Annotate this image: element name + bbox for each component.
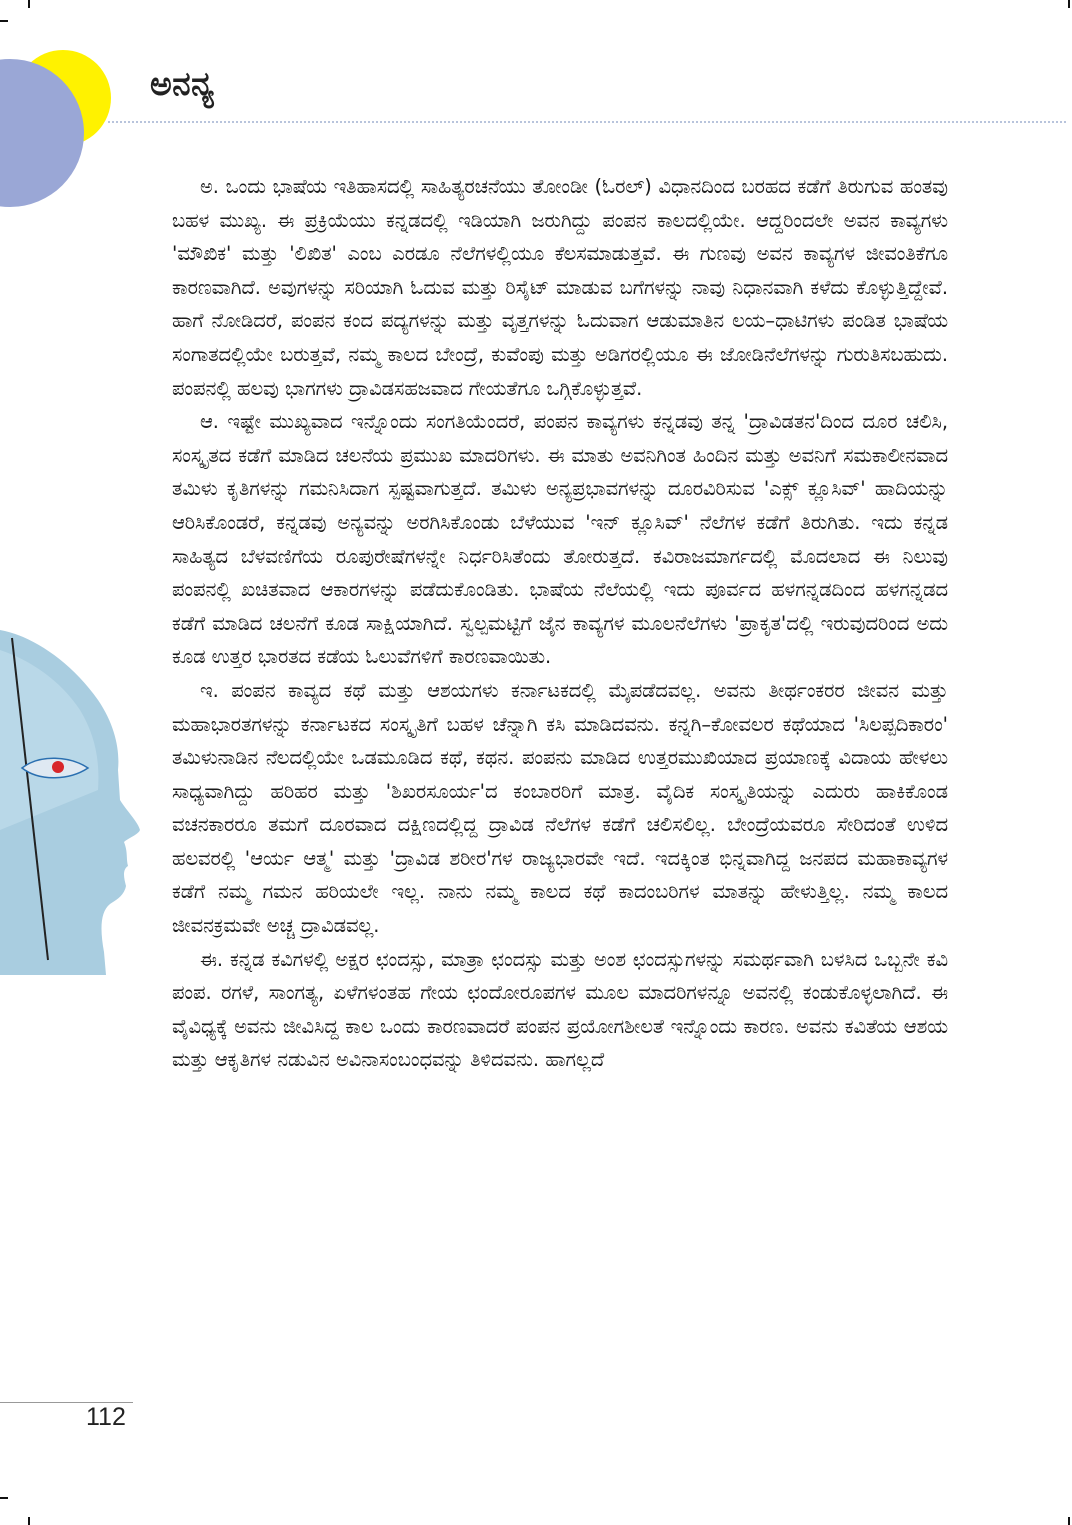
paragraph-ii: ಈ. ಕನ್ನಡ ಕವಿಗಳಲ್ಲಿ ಅಕ್ಷರ ಛಂದಸ್ಸು, ಮಾತ್ರಾ ಛಂದಸ್ಸು ಮತ್ತು ಅಂಶ ಛಂದಸ್ಸುಗಳನ್ನು ಸಮರ್ಥವಾಗಿ ಬಳಸಿದ ಒಬ್ಬನೇ ಕವಿ ಪಂಪ. ರಗಳೆ, ಸಾಂಗತ್ಯ, ಏಳೆಗಳಂತಹ ಗೇಯ ಛಂದೋರೂಪಗಳ ಮೂಲ ಮಾದರಿಗಳನ್ನೂ ಅವನಲ್ಲಿ ಕಂಡುಕೊಳ್ಳಲಾಗಿದೆ. ಈ ವೈವಿಧ್ಯಕ್ಕೆ ಅವನು ಜೀವಿಸಿದ್ದ ಕಾಲ ಒಂದು ಕಾರಣವಾದರೆ ಪಂಪನ ಪ್ರಯೋಗಶೀಲತೆ ಇನ್ನೊಂದು ಕಾರಣ. ಅವನು ಕವಿತೆಯ ಆಶಯ ಮತ್ತು ಆಕೃತಿಗಳ ನಡುವಿನ ಅವಿನಾಸಂಬಂಧವನ್ನು ತಿಳಿದವನು. ಹಾಗಲ್ಲದೆ <box>172 947 948 1072</box>
crop-mark <box>0 1497 8 1499</box>
paragraph-a: ಅ. ಒಂದು ಭಾಷೆಯ ಇತಿಹಾಸದಲ್ಲಿ ಸಾಹಿತ್ಯರಚನೆಯು ತೋಂಡೀ (ಓರಲ್) ವಿಧಾನದಿಂದ ಬರಹದ ಕಡೆಗೆ ತಿರುಗುವ ಹಂತವು ಬಹಳ ಮುಖ್ಯ. ಈ ಪ್ರಕ್ರಿಯೆಯು ಕನ್ನಡದಲ್ಲಿ ಇಡಿಯಾಗಿ ಜರುಗಿದ್ದು ಪಂಪನ ಕಾಲದಲ್ಲಿಯೇ. ಆದ್ದರಿಂದಲೇ ಅವನ ಕಾವ್ಯಗಳು 'ಮೌಖಿಕ' ಮತ್ತು 'ಲಿಖಿತ' ಎಂಬ ಎರಡೂ ನೆಲೆಗಳಲ್ಲಿಯೂ ಕೆಲಸಮಾಡುತ್ತವೆ. ಈ ಗುಣವು ಅವನ ಕಾವ್ಯಗಳ ಜೀವಂತಿಕೆಗೂ ಕಾರಣವಾಗಿದೆ. ಅವುಗಳನ್ನು ಸರಿಯಾಗಿ ಓದುವ ಮತ್ತು ರಿಸೈಟ್ ಮಾಡುವ ಬಗೆಗಳನ್ನು ನಾವು ನಿಧಾನವಾಗಿ ಕಳೆದು ಕೊಳ್ಳುತ್ತಿದ್ದೇವೆ. ಹಾಗೆ ನೋಡಿದರೆ, ಪಂಪನ ಕಂದ ಪದ್ಯಗಳನ್ನು ಮತ್ತು ವೃತ್ತಗಳನ್ನು ಓದುವಾಗ ಆಡುಮಾತಿನ ಲಯ–ಧಾಟಿಗಳು ಪಂಡಿತ ಭಾಷೆಯ ಸಂಗಾತದಲ್ಲಿಯೇ ಬರುತ್ತವೆ, ನಮ್ಮ ಕಾಲದ ಬೇಂದ್ರೆ, ಕುವೆಂಪು ಮತ್ತು ಅಡಿಗರಲ್ಲಿಯೂ ಈ ಜೋಡಿನೆಲೆಗಳನ್ನು ಗುರುತಿಸಬಹುದು. ಪಂಪನಲ್ಲಿ ಹಲವು ಭಾಗಗಳು ದ್ರಾವಿಡಸಹಜವಾದ ಗೇಯತೆಗೂ ಒಗ್ಗಿಕೊಳ್ಳುತ್ತವೆ. <box>172 175 948 400</box>
red-eye-icon <box>52 761 64 773</box>
head-profile-icon <box>0 630 150 975</box>
page-number: 112 <box>86 1403 126 1431</box>
crop-mark <box>0 20 8 22</box>
paragraph-aa: ಆ. ಇಷ್ಟೇ ಮುಖ್ಯವಾದ ಇನ್ನೊಂದು ಸಂಗತಿಯೆಂದರೆ, ಪಂಪನ ಕಾವ್ಯಗಳು ಕನ್ನಡವು ತನ್ನ 'ದ್ರಾವಿಡತನ'ದಿಂದ ದೂರ ಚಲಿಸಿ, ಸಂಸ್ಕೃತದ ಕಡೆಗೆ ಮಾಡಿದ ಚಲನೆಯ ಪ್ರಮುಖ ಮಾದರಿಗಳು. ಈ ಮಾತು ಅವನಿಗಿಂತ ಹಿಂದಿನ ಮತ್ತು ಅವನಿಗೆ ಸಮಕಾಲೀನವಾದ ತಮಿಳು ಕೃತಿಗಳನ್ನು ಗಮನಿಸಿದಾಗ ಸ್ಪಷ್ಟವಾಗುತ್ತದೆ. ತಮಿಳು ಅನ್ಯಪ್ರಭಾವಗಳನ್ನು ದೂರವಿರಿಸುವ 'ಎಕ್ಸ್ ಕ್ಲೂಸಿವ್' ಹಾದಿಯನ್ನು ಆರಿಸಿಕೊಂಡರೆ, ಕನ್ನಡವು ಅನ್ಯವನ್ನು ಅರಗಿಸಿಕೊಂಡು ಬೆಳೆಯುವ 'ಇನ್ ಕ್ಲೂಸಿವ್' ನೆಲೆಗಳ ಕಡೆಗೆ ತಿರುಗಿತು. ಇದು ಕನ್ನಡ ಸಾಹಿತ್ಯದ ಬೆಳವಣಿಗೆಯ ರೂಪುರೇಷೆಗಳನ್ನೇ ನಿರ್ಧರಿಸಿತೆಂದು ತೋರುತ್ತದೆ. ಕವಿರಾಜಮಾರ್ಗದಲ್ಲಿ ಮೊದಲಾದ ಈ ನಿಲುವು ಪಂಪನಲ್ಲಿ ಖಚಿತವಾದ ಆಕಾರಗಳನ್ನು ಪಡೆದುಕೊಂಡಿತು. ಭಾಷೆಯ ನೆಲೆಯಲ್ಲಿ ಇದು ಪೂರ್ವದ ಹಳಗನ್ನಡದಿಂದ ಹಳಗನ್ನಡದ ಕಡೆಗೆ ಮಾಡಿದ ಚಲನೆಗೆ ಕೂಡ ಸಾಕ್ಷಿಯಾಗಿದೆ. ಸ್ವಲ್ಪಮಟ್ಟಿಗೆ ಜೈನ ಕಾವ್ಯಗಳ ಮೂಲನೆಲೆಗಳು 'ಪ್ರಾಕೃತ'ದಲ್ಲಿ ಇರುವುದರಿಂದ ಅದು ಕೂಡ ಉತ್ತರ ಭಾರತದ ಕಡೆಯ ಓಲುವೆಗಳಿಗೆ ಕಾರಣವಾಯಿತು. <box>172 410 948 669</box>
crop-mark <box>1068 1517 1070 1525</box>
crop-mark <box>1068 0 1070 8</box>
crop-mark <box>28 0 30 8</box>
header-divider <box>108 121 1066 123</box>
crop-mark <box>28 1517 30 1525</box>
page-title: ಅನನ್ಯ <box>150 64 215 103</box>
main-text <box>172 170 948 1077</box>
paragraph-i: ಇ. ಪಂಪನ ಕಾವ್ಯದ ಕಥೆ ಮತ್ತು ಆಶಯಗಳು ಕರ್ನಾಟಕದಲ್ಲಿ ಮೈಪಡೆದವಲ್ಲ. ಅವನು ತೀರ್ಥಂಕರರ ಜೀವನ ಮತ್ತು ಮಹಾಭಾರತಗಳನ್ನು ಕರ್ನಾಟಕದ ಸಂಸ್ಕೃತಿಗೆ ಬಹಳ ಚೆನ್ನಾಗಿ ಕಸಿ ಮಾಡಿದವನು. ಕನ್ನಗಿ–ಕೋವಲರ ಕಥೆಯಾದ 'ಸಿಲಪ್ಪದಿಕಾರಂ' ತಮಿಳುನಾಡಿನ ನೆಲದಲ್ಲಿಯೇ ಒಡಮೂಡಿದ ಕಥೆ, ಕಥನ. ಪಂಪನು ಮಾಡಿದ ಉತ್ತರಮುಖಿಯಾದ ಪ್ರಯಾಣಕ್ಕೆ ವಿದಾಯ ಹೇಳಲು ಸಾಧ್ಯವಾಗಿದ್ದು ಹರಿಹರ ಮತ್ತು 'ಶಿಖರಸೂರ್ಯ'ದ ಕಂಬಾರರಿಗೆ ಮಾತ್ರ. ವೈದಿಕ ಸಂಸ್ಕೃತಿಯನ್ನು ಎದುರು ಹಾಕಿಕೊಂಡ ವಚನಕಾರರೂ ತಮಗೆ ದೂರವಾದ ದಕ್ಷಿಣದಲ್ಲಿದ್ದ ದ್ರಾವಿಡ ನೆಲೆಗಳ ಕಡೆಗೆ ಚಲಿಸಲಿಲ್ಲ. ಬೇಂದ್ರೆಯವರೂ ಸೇರಿದಂತೆ ಉಳಿದ ಹಲವರಲ್ಲಿ 'ಆರ್ಯ ಆತ್ಮ' ಮತ್ತು 'ದ್ರಾವಿಡ ಶರೀರ'ಗಳ ರಾಜ್ಯಭಾರವೇ ಇದೆ. ಇದಕ್ಕಿಂತ ಭಿನ್ನವಾಗಿದ್ದ ಜನಪದ ಮಹಾಕಾವ್ಯಗಳ ಕಡೆಗೆ ನಮ್ಮ ಗಮನ ಹರಿಯಲೇ ಇಲ್ಲ. ನಾನು ನಮ್ಮ ಕಾಲದ ಕಥೆ ಕಾದಂಬರಿಗಳ ಮಾತನ್ನು ಹೇಳುತ್ತಿಲ್ಲ. ನಮ್ಮ ಕಾಲದ ಜೀವನಕ್ರಮವೇ ಅಚ್ಚ ದ್ರಾವಿಡವಲ್ಲ. <box>172 678 948 938</box>
overlapping-circles-icon <box>0 50 120 210</box>
